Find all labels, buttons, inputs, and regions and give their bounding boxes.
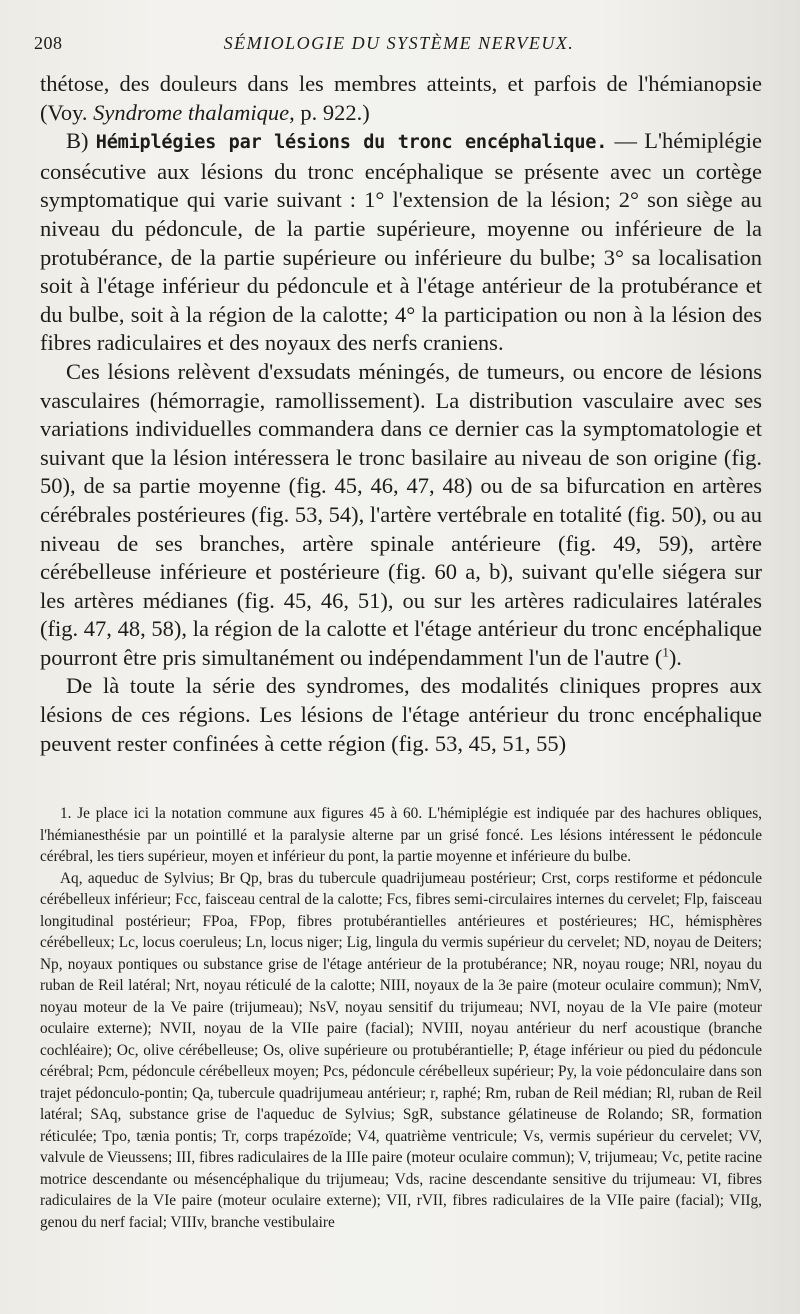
paragraph-3 (40, 358, 762, 673)
paragraph-2-text: — L'hémiplégie consécutive aux lésions du tronc encéphalique se présente avec un cortège symptomatique qui varie suivant : 1° l'extension de la lésion; 2° son siège au niveau du pédoncule, de la partie supérieure, moyenne ou inférieure de la protubérance, de la partie supérieure ou inférieure du bulbe; 3° sa localisation soit à l'étage inférieur du pédoncule et à l'étage antérieur de la protubérance et du bulbe, soit à la région de la calotte; 4° la participation ou non à la lésion des fibres radiculaires et des noyaux des nerfs craniens. (40, 128, 763, 356)
paragraph-2 (40, 127, 762, 358)
paragraph-1 (40, 70, 762, 127)
paragraph-1-end: , p. 922.) (289, 99, 370, 125)
paragraph-1-italic: Syndrome thalamique (93, 99, 290, 125)
running-title: SÉMIOLOGIE DU SYSTÈME NERVEUX. (223, 33, 575, 53)
paragraph-1-text: thétose, des douleurs dans les membres atteints, et parfois de l'hémianopsie (Voy. (40, 71, 762, 125)
footnote-1: 1. Je place ici la notation commune aux figures 45 à 60. L'hémiplégie est indiquée par des hachures obliques, l'hémianesthésie par un pointillé et la paralysie alterne par un grisé foncé. Les lésions intéressent le pédoncule cérébral, les tiers supérieur, moyen et inférieur du pont, la partie moyenne et inférieure du bulbe. (40, 805, 762, 865)
page-header (34, 33, 764, 57)
paragraph-4 (40, 672, 762, 758)
footnotes (40, 803, 762, 1233)
main-text (40, 70, 762, 758)
paragraph-4-text: De là toute la série des syndromes, des modalités cliniques propres aux lésions de ces régions. Les lésions de l'étage antérieur du tronc encéphalique peuvent rester confinées à cette région (fig. 53, 45, 51, 55) (40, 673, 762, 756)
paragraph-3-text: Ces lésions relèvent d'exsudats méningés, de tumeurs, ou encore de lésions vasculaires (hémorragie, ramollissement). La distribution vasculaire avec ses variations individuelles commandera dans ce dernier cas la symptomatologie et suivant que la lésion intéressera le tronc basilaire au niveau de son origine (fig. 50), de sa partie moyenne (fig. 45, 46, 47, 48) ou de sa bifurcation en artères cérébrales postérieures (fig. 53, 54), l'artère vertébrale en totalité (fig. 50), ou au niveau de ses branches, artère spinale antérieure (fig. 49, 59), artère cérébelleuse inférieure et postérieure (fig. 60 a, b), suivant qu'elle siégera sur les artères médianes (fig. 45, 46, 51), ou sur les artères radiculaires latérales (fig. 47, 48, 58), la région de la calotte et l'étage antérieur du tronc encéphalique pourront être pris simultanément ou indépendamment l'un de l'autre ( (40, 358, 762, 670)
paragraph-3-end: ). (668, 644, 682, 670)
page-number: 208 (34, 33, 63, 53)
footnote-legend: Aq, aqueduc de Sylvius; Br Qp, bras du tubercule quadrijumeau postérieur; Crst, corps restiforme et pédoncule cérébelleux inférieur; Fcc, faisceau central de la calotte; Fcs, fibres semi-circulaires internes du cervelet; Flp, faisceau longitudinal postérieur; FPoa, FPop, fibres protubérantielles antérieures et postérieures; HC, hémisphères cérébelleux; Lc, locus coeruleus; Ln, locus niger; Lig, lingula du vermis supérieur du cervelet; ND, noyau de Deiters; Np, noyaux pontiques ou substance grise de l'étage antérieur de la protubérance; NR, noyau rouge; NRl, noyau du ruban de Reil latéral; Nrt, noyau réticulé de la calotte; NIII, noyaux de la 3e paire (moteur oculaire commun); NmV, noyau moteur de la Ve paire (trijumeau); NsV, noyau sensitif du trijumeau; NVI, noyau de la VIe paire (moteur oculaire externe); NVII, noyau de la VIIe paire (facial); NVIII, noyau antérieur du nerf acoustique (branche cochléaire); Oc, olive cérébelleuse; Os, olive supérieure ou protubérantielle; P, étage inférieur ou pied du pédoncule cérébral; Pcm, pédoncule cérébelleux moyen; Pcs, pédoncule cérébelleux supérieur; Py, la voie pédonculaire dans son trajet pédonculo-pontin; Qa, tubercule quadrijumeau antérieur; r, raphé; Rm, ruban de Reil médian; Rl, ruban de Reil latéral; SAq, substance grise de l'aqueduc de Sylvius; SgR, substance gélatineuse de Rolando; SR, formation réticulée; Tpo, tænia pontis; Tr, corps trapézoïde; V4, quatrième ventricule; Vs, vermis supérieur du cervelet; VV, valvule de Vieussens; III, fibres radiculaires de la IIIe paire (moteur oculaire commun); V, trijumeau; Vc, petite racine motrice descendante ou mésencéphalique du trijumeau; Vds, racine descendante sensitive du trijumeau: VI, fibres radiculaires de la VIe paire (moteur oculaire externe); VII, rVII, fibres radiculaires de la VIIe paire (facial); VIIg, genou du nerf facial; VIIIv, branche vestibulaire (40, 869, 762, 1231)
section-heading: Hémiplégies par lésions du tronc encéphalique. (95, 132, 608, 154)
section-label: B) (66, 128, 96, 154)
footnote-ref: 1 (662, 644, 669, 660)
